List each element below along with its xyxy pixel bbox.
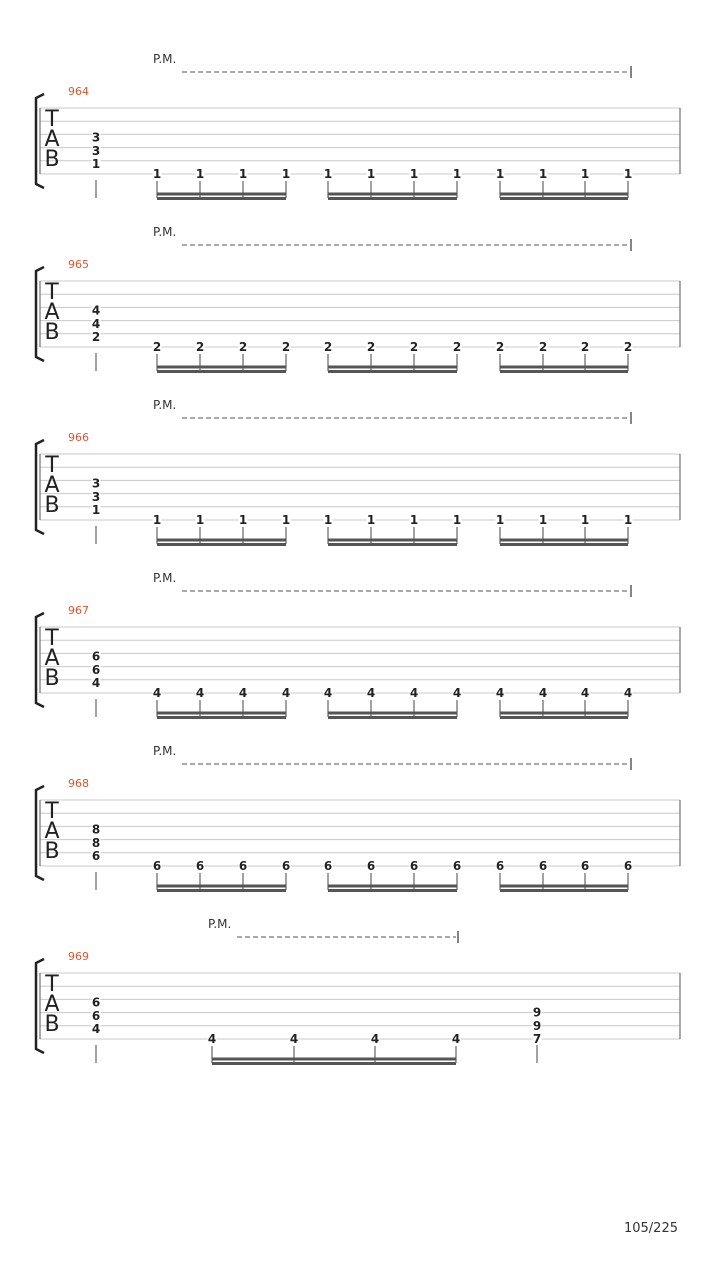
- fret-number: 2: [452, 340, 462, 354]
- fret-number: 6: [580, 859, 590, 873]
- fret-number: 2: [580, 340, 590, 354]
- fret-number: 4: [289, 1032, 299, 1046]
- fret-number: 1: [238, 167, 248, 181]
- fret-number: 6: [538, 859, 548, 873]
- fret-number: 4: [580, 686, 590, 700]
- fret-number: 6: [452, 859, 462, 873]
- fret-number: 8: [91, 822, 101, 837]
- fret-number: 6: [91, 662, 101, 677]
- tab-clef-letter: A: [44, 473, 60, 498]
- palm-mute-label: P.M.: [208, 917, 232, 931]
- fret-number: 6: [195, 859, 205, 873]
- fret-number: 2: [623, 340, 633, 354]
- fret-number: 1: [580, 167, 590, 181]
- fret-number: 4: [91, 1022, 101, 1036]
- fret-number: 6: [623, 859, 633, 873]
- fret-number: 4: [91, 316, 101, 331]
- tab-clef-letter: B: [44, 839, 60, 864]
- fret-number: 4: [238, 686, 248, 700]
- tab-clef-letter: A: [44, 127, 60, 152]
- fret-number: 1: [195, 167, 205, 181]
- fret-number: 3: [91, 489, 101, 504]
- fret-number: 2: [152, 340, 162, 354]
- fret-number: 9: [532, 1005, 542, 1020]
- fret-number: 1: [495, 167, 505, 181]
- measure-number: 964: [68, 85, 89, 98]
- tab-system-965: [36, 225, 680, 372]
- fret-number: 7: [532, 1032, 542, 1046]
- fret-number: 2: [91, 330, 101, 344]
- fret-number: 1: [538, 513, 548, 527]
- tab-clef-letter: T: [45, 280, 59, 305]
- fret-number: 2: [409, 340, 419, 354]
- tab-system-969: [36, 917, 680, 1064]
- measure-number: 966: [68, 431, 89, 444]
- fret-number: 4: [452, 686, 462, 700]
- fret-number: 6: [91, 849, 101, 863]
- fret-number: 6: [238, 859, 248, 873]
- fret-number: 6: [366, 859, 376, 873]
- fret-number: 6: [323, 859, 333, 873]
- tab-clef-letter: B: [44, 147, 60, 172]
- fret-number: 2: [238, 340, 248, 354]
- fret-number: 4: [195, 686, 205, 700]
- fret-number: 3: [91, 476, 101, 491]
- fret-number: 4: [152, 686, 162, 700]
- fret-number: 2: [538, 340, 548, 354]
- fret-number: 4: [91, 676, 101, 690]
- fret-number: 4: [91, 303, 101, 318]
- fret-number: 1: [195, 513, 205, 527]
- fret-number: 1: [152, 513, 162, 527]
- measure-number: 969: [68, 950, 89, 963]
- tab-clef-letter: B: [44, 320, 60, 345]
- tab-system-964: [36, 52, 680, 199]
- tab-system-967: [36, 571, 680, 718]
- fret-number: 4: [366, 686, 376, 700]
- fret-number: 4: [370, 1032, 380, 1046]
- palm-mute-label: P.M.: [153, 52, 177, 66]
- fret-number: 6: [495, 859, 505, 873]
- fret-number: 1: [366, 167, 376, 181]
- fret-number: 1: [366, 513, 376, 527]
- tab-clef-letter: T: [45, 972, 59, 997]
- fret-number: 4: [323, 686, 333, 700]
- tab-clef-letter: B: [44, 666, 60, 691]
- measure-number: 968: [68, 777, 89, 790]
- fret-number: 2: [495, 340, 505, 354]
- measure-number: 967: [68, 604, 89, 617]
- tab-system-966: [36, 398, 680, 545]
- fret-number: 1: [281, 513, 291, 527]
- tab-clef-letter: B: [44, 1012, 60, 1037]
- fret-number: 2: [366, 340, 376, 354]
- page-number: 105/225: [623, 1221, 678, 1236]
- fret-number: 1: [538, 167, 548, 181]
- fret-number: 4: [409, 686, 419, 700]
- tab-clef-letter: A: [44, 819, 60, 844]
- tab-clef-letter: T: [45, 453, 59, 478]
- fret-number: 4: [281, 686, 291, 700]
- palm-mute-label: P.M.: [153, 398, 177, 412]
- fret-number: 1: [623, 167, 633, 181]
- fret-number: 6: [91, 649, 101, 664]
- tab-clef-letter: T: [45, 626, 59, 651]
- fret-number: 1: [91, 503, 101, 517]
- fret-number: 2: [195, 340, 205, 354]
- palm-mute-label: P.M.: [153, 571, 177, 585]
- fret-number: 8: [91, 835, 101, 850]
- fret-number: 2: [281, 340, 291, 354]
- fret-number: 1: [452, 167, 462, 181]
- tab-clef-letter: A: [44, 646, 60, 671]
- tab-clef-letter: B: [44, 493, 60, 518]
- fret-number: 4: [623, 686, 633, 700]
- fret-number: 1: [623, 513, 633, 527]
- tab-system-968: [36, 744, 680, 891]
- fret-number: 6: [152, 859, 162, 873]
- fret-number: 3: [91, 143, 101, 158]
- fret-number: 1: [281, 167, 291, 181]
- fret-number: 1: [91, 157, 101, 171]
- fret-number: 6: [409, 859, 419, 873]
- fret-number: 4: [495, 686, 505, 700]
- fret-number: 1: [323, 513, 333, 527]
- fret-number: 6: [91, 1008, 101, 1023]
- fret-number: 1: [495, 513, 505, 527]
- fret-number: 1: [580, 513, 590, 527]
- tab-clef-letter: A: [44, 300, 60, 325]
- fret-number: 4: [207, 1032, 217, 1046]
- fret-number: 4: [538, 686, 548, 700]
- fret-number: 1: [452, 513, 462, 527]
- fret-number: 2: [323, 340, 333, 354]
- fret-number: 4: [451, 1032, 461, 1046]
- fret-number: 1: [323, 167, 333, 181]
- fret-number: 1: [409, 167, 419, 181]
- fret-number: 6: [91, 995, 101, 1010]
- tab-clef-letter: A: [44, 992, 60, 1017]
- fret-number: 1: [238, 513, 248, 527]
- measure-number: 965: [68, 258, 89, 271]
- tab-clef-letter: T: [45, 107, 59, 132]
- palm-mute-label: P.M.: [153, 225, 177, 239]
- palm-mute-label: P.M.: [153, 744, 177, 758]
- fret-number: 1: [152, 167, 162, 181]
- tab-clef-letter: T: [45, 799, 59, 824]
- fret-number: 6: [281, 859, 291, 873]
- fret-number: 1: [409, 513, 419, 527]
- fret-number: 3: [91, 130, 101, 145]
- fret-number: 9: [532, 1018, 542, 1033]
